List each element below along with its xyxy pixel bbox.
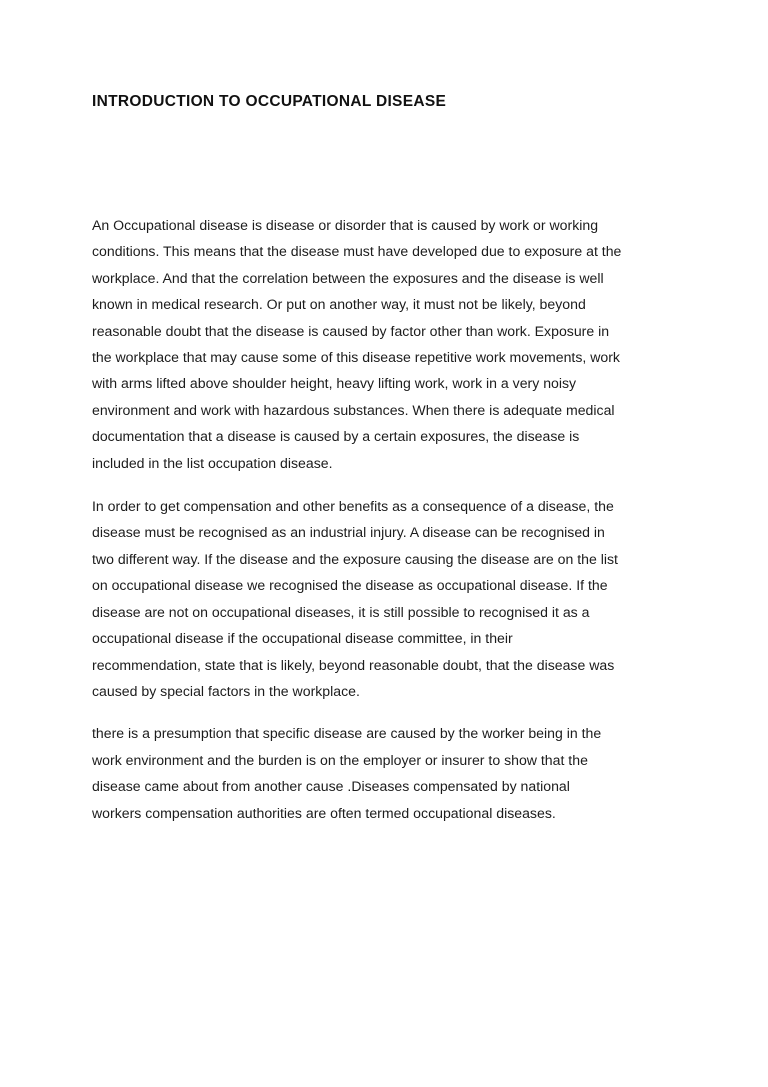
text-line: recommendation, state that is likely, beyond reasonable doubt, that the disease was — [92, 656, 615, 673]
text-line: In order to get compensation and other benefits as a consequence of a disease, the — [92, 498, 614, 515]
text-line: workers compensation authorities are often termed occupational diseases. — [92, 804, 556, 821]
text-line: there is a presumption that specific disease are caused by the worker being in the — [92, 725, 602, 742]
text-line: on occupational disease we recognised the disease as occupational disease. If the — [92, 577, 608, 594]
text-line: environment and work with hazardous substances. When there is adequate medical — [92, 401, 615, 418]
document-body — [92, 212, 662, 826]
text-line: An Occupational disease is disease or disorder that is caused by work or working — [92, 217, 599, 233]
text-line: with arms lifted above shoulder height, heavy lifting work, work in a very noisy — [92, 375, 577, 392]
text-line: work environment and the burden is on the employer or insurer to show that the — [92, 751, 588, 768]
text-line: occupational disease if the occupational disease committee, in their — [92, 630, 513, 647]
text-line: the workplace that may cause some of this disease repetitive work movements, work — [92, 349, 620, 366]
paragraph-definition — [92, 212, 662, 476]
document-title: INTRODUCTION TO OCCUPATIONAL DISEASE — [92, 93, 447, 110]
text-line: disease must be recognised as an industrial injury. A disease can be recognised in — [92, 524, 605, 541]
text-line: documentation that a disease is caused by a certain exposures, the disease is — [92, 428, 580, 445]
text-line: included in the list occupation disease. — [92, 454, 333, 471]
text-line: known in medical research. Or put on another way, it must not be likely, beyond — [92, 296, 586, 313]
text-line: caused by special factors in the workplace. — [92, 682, 360, 699]
text-line: workplace. And that the correlation between the exposures and the disease is well — [92, 269, 604, 286]
text-line: disease came about from another cause .Diseases compensated by national — [92, 778, 570, 795]
text-line: reasonable doubt that the disease is caused by factor other than work. Exposure in — [92, 322, 610, 339]
text-line: conditions. This means that the disease must have developed due to exposure at the — [92, 243, 622, 260]
paragraph-presumption — [92, 720, 662, 826]
text-line: disease are not on occupational diseases, it is still possible to recognised it as a — [92, 603, 590, 620]
text-line: two different way. If the disease and the exposure causing the disease are on the list — [92, 550, 618, 567]
paragraph-compensation — [92, 493, 662, 704]
